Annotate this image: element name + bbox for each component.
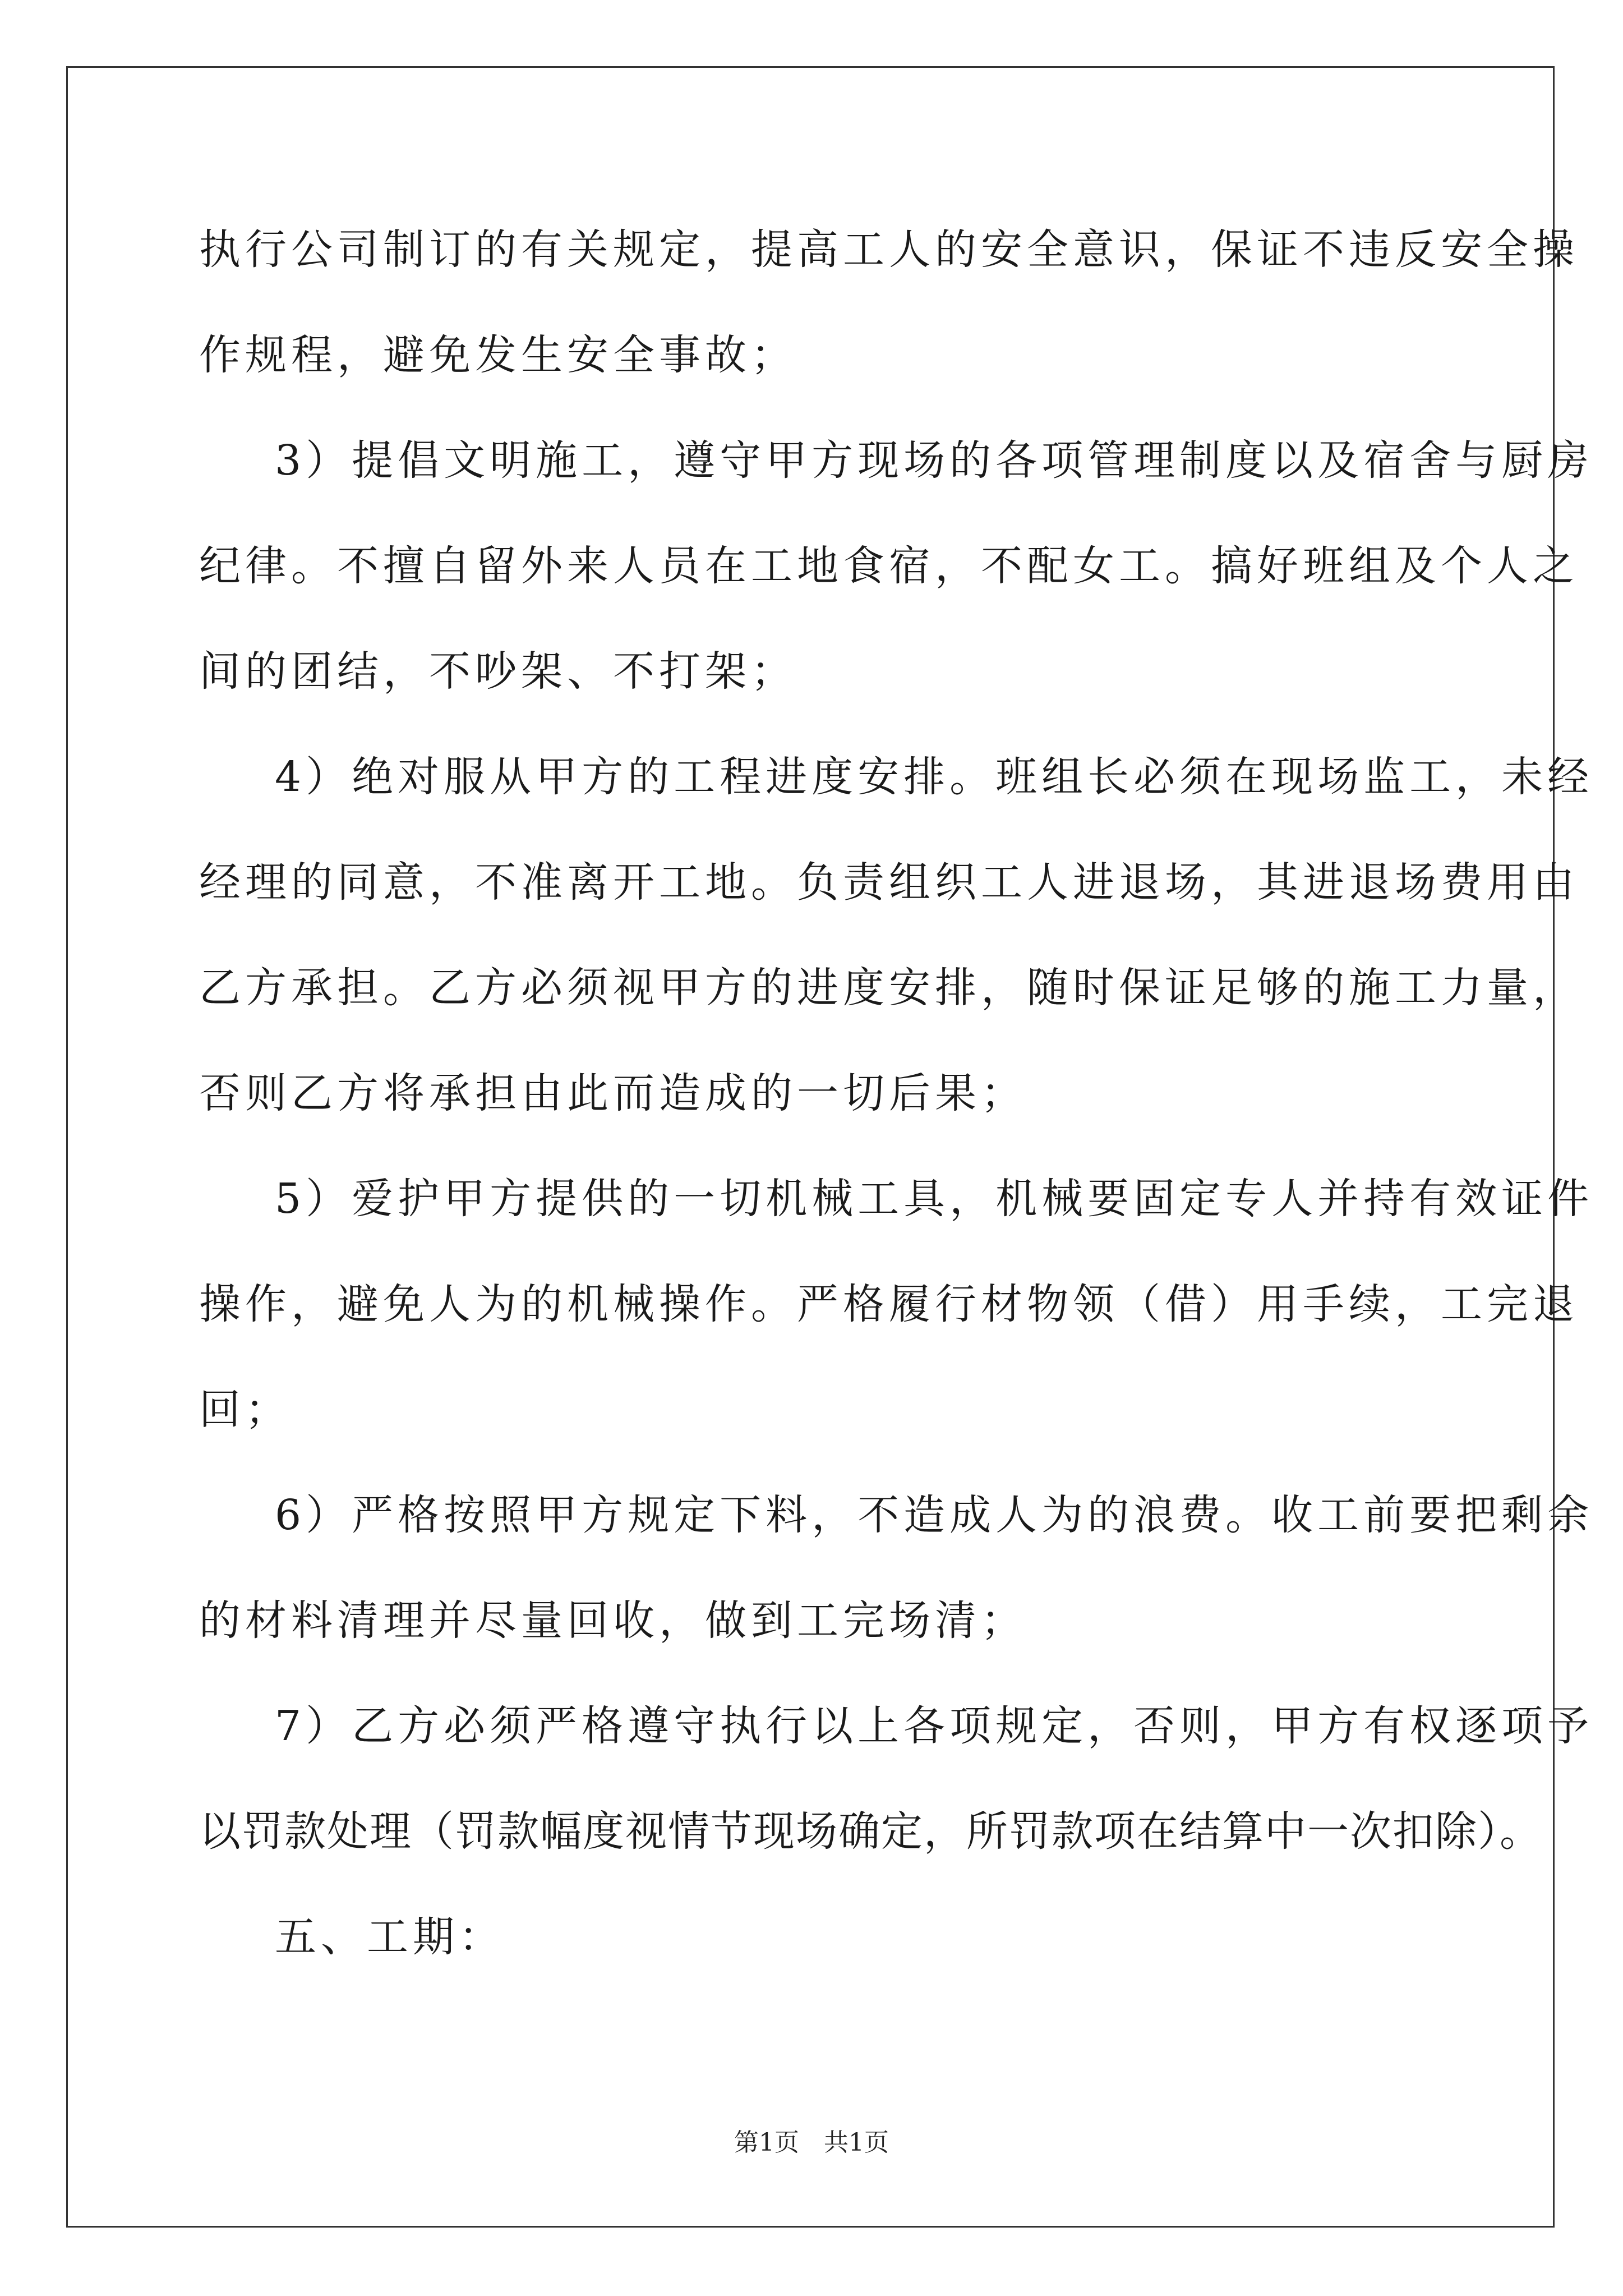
text-line: 经理的同意，不准离开工地。负责组织工人进退场，其进退场费用由 [199,858,1579,907]
text-line: 纪律。不擅自留外来人员在工地食宿，不配女工。搞好班组及个人之 [199,542,1579,590]
text-line: 作规程，避免发生安全事故； [199,331,797,379]
text-line: 3）提倡文明施工，遵守甲方现场的各项管理制度以及宿舍与厨房 [275,436,1594,485]
text-line: 7）乙方必须严格遵守执行以上各项规定，否则，甲方有权逐项予 [275,1702,1594,1750]
text-line: 6）严格按照甲方规定下料，不造成人为的浪费。收工前要把剩余 [275,1491,1594,1539]
text-line: 操作，避免人为的机械操作。严格履行材物领（借）用手续，工完退 [199,1280,1579,1328]
page-footer: 第1页 共1页 [734,2128,889,2157]
text-line: 间的团结，不吵架、不打架； [199,647,797,696]
text-line: 乙方承担。乙方必须视甲方的进度安排，随时保证足够的施工力量， [199,964,1579,1012]
page-border [66,66,1555,2228]
text-line: 回； [199,1386,291,1434]
text-line: 5）爱护甲方提供的一切机械工具，机械要固定专人并持有效证件 [275,1175,1594,1223]
section-heading: 五、工期： [275,1913,505,1961]
text-line: 否则乙方将承担由此而造成的一切后果； [199,1069,1027,1117]
text-line: 以罚款处理（罚款幅度视情节现场确定，所罚款项在结算中一次扣除）。 [199,1807,1542,1856]
text-line: 执行公司制订的有关规定，提高工人的安全意识，保证不违反安全操 [199,226,1579,274]
text-line: 的材料清理并尽量回收，做到工完场清； [199,1596,1027,1645]
text-line: 4）绝对服从甲方的工程进度安排。班组长必须在现场监工，未经 [275,753,1594,801]
